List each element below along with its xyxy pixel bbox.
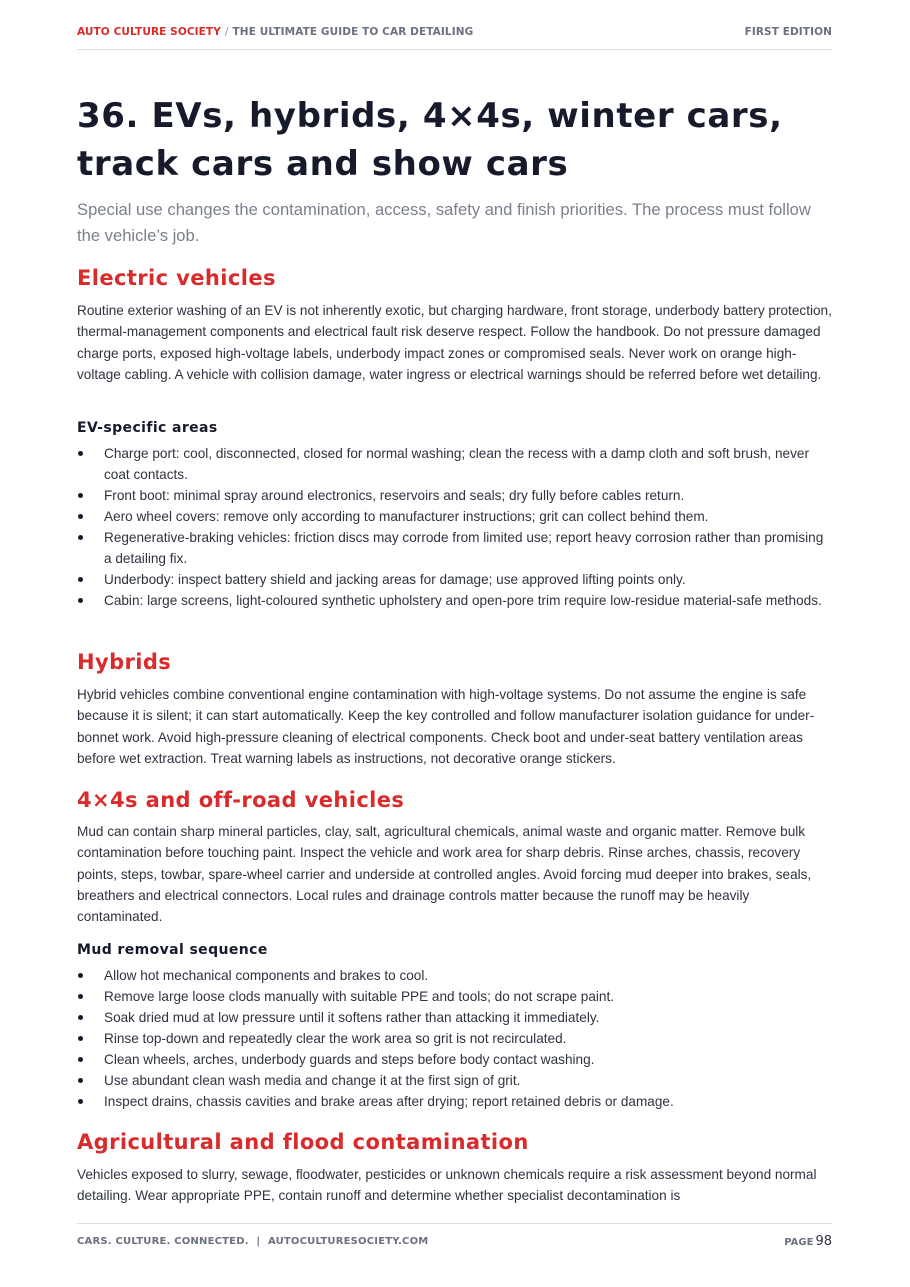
page-number-group xyxy=(784,1234,832,1249)
section-heading-agricultural: Agricultural and flood contamination xyxy=(77,1130,529,1154)
ev-areas-list xyxy=(77,443,832,611)
list-item: Inspect drains, chassis cavities and brake areas after drying; report retained debris or damage. xyxy=(77,1091,832,1112)
document-page xyxy=(77,0,832,1287)
subheading-mud-removal: Mud removal sequence xyxy=(77,942,268,958)
list-item: Rinse top-down and repeatedly clear the work area so grit is not recirculated. xyxy=(77,1028,832,1049)
list-item: Use abundant clean wash media and change it at the first sign of grit. xyxy=(77,1070,832,1091)
header-guide-title: THE ULTIMATE GUIDE TO CAR DETAILING xyxy=(232,26,474,38)
subheading-ev-areas: EV-specific areas xyxy=(77,420,218,436)
list-item: Aero wheel covers: remove only according to manufacturer instructions; grit can collect behind them. xyxy=(77,506,832,527)
list-item: Remove large loose clods manually with suitable PPE and tools; do not scrape paint. xyxy=(77,986,832,1007)
footer-website: AUTOCULTURESOCIETY.COM xyxy=(267,1236,429,1247)
running-header xyxy=(77,26,832,50)
header-edition: FIRST EDITION xyxy=(744,26,832,38)
header-brand: AUTO CULTURE SOCIETY xyxy=(77,26,221,38)
mud-removal-list xyxy=(77,965,832,1112)
list-item: Charge port: cool, disconnected, closed for normal washing; clean the recess with a damp cloth and soft brush, never coat contacts. xyxy=(77,443,832,485)
footer-divider: | xyxy=(256,1236,261,1247)
header-separator: / xyxy=(224,26,229,38)
chapter-lead: Special use changes the contamination, access, safety and finish priorities. The process must follow the vehicle’s job. xyxy=(77,200,811,245)
section-body-electric: Routine exterior washing of an EV is not inherently exotic, but charging hardware, front storage, underbody battery protection, thermal-management components and electrical fault risk deserve respect. Follow the handbook. Do not pressure damaged charge ports, exposed high-voltage labels, underbody impact zones or compromised seals. Never work on orange high-voltage cabling. A vehicle with collision damage, water ingress or electrical warnings should be referred before wet detailing. xyxy=(77,303,832,382)
section-heading-hybrids: Hybrids xyxy=(77,650,172,674)
list-item: Soak dried mud at low pressure until it softens rather than attacking it immediately. xyxy=(77,1007,832,1028)
section-body-offroad: Mud can contain sharp mineral particles, clay, salt, agricultural chemicals, animal waste and organic matter. Remove bulk contamination before touching paint. Inspect the vehicle and work area for sharp debris. Rinse arches, chassis, recovery points, steps, towbar, spare-wheel carrier and underside at controlled angles. Avoid forcing mud deeper into brakes, seals, breathers and electrical connectors. Local rules and drainage controls matter because the runoff may be heavily contaminated. xyxy=(77,824,812,925)
section-heading-electric: Electric vehicles xyxy=(77,266,276,290)
section-body-agricultural: Vehicles exposed to slurry, sewage, floodwater, pesticides or unknown chemicals require a risk assessment beyond normal detailing. Wear appropriate PPE, contain runoff and determine whether specialist decontamination is xyxy=(77,1167,817,1204)
running-footer xyxy=(77,1223,832,1264)
list-item: Front boot: minimal spray around electronics, reservoirs and seals; dry fully before cables return. xyxy=(77,485,832,506)
chapter-title: 36. EVs, hybrids, 4×4s, winter cars, track cars and show cars xyxy=(77,96,783,184)
footer-tagline: CARS. CULTURE. CONNECTED. xyxy=(77,1236,249,1247)
list-item: Underbody: inspect battery shield and jacking areas for damage; use approved lifting points only. xyxy=(77,569,832,590)
list-item: Cabin: large screens, light-coloured synthetic upholstery and open-pore trim require low-residue material-safe methods. xyxy=(77,590,832,611)
page-label: PAGE xyxy=(784,1237,814,1248)
list-item: Clean wheels, arches, underbody guards and steps before body contact washing. xyxy=(77,1049,832,1070)
page-number: 98 xyxy=(815,1234,832,1249)
section-heading-offroad: 4×4s and off-road vehicles xyxy=(77,788,405,812)
list-item: Regenerative-braking vehicles: friction discs may corrode from limited use; report heavy corrosion rather than promising a detailing fix. xyxy=(77,527,832,569)
section-body-hybrids: Hybrid vehicles combine conventional engine contamination with high-voltage systems. Do not assume the engine is safe because it is silent; it can start automatically. Keep the key controlled and follow manufacturer isolation guidance for under-bonnet work. Avoid high-pressure cleaning of electrical components. Check boot and under-seat battery ventilation areas before wet extraction. Treat warning labels as instructions, not decorative orange stickers. xyxy=(77,687,815,766)
footer-tagline-group xyxy=(77,1236,428,1247)
list-item: Allow hot mechanical components and brakes to cool. xyxy=(77,965,832,986)
